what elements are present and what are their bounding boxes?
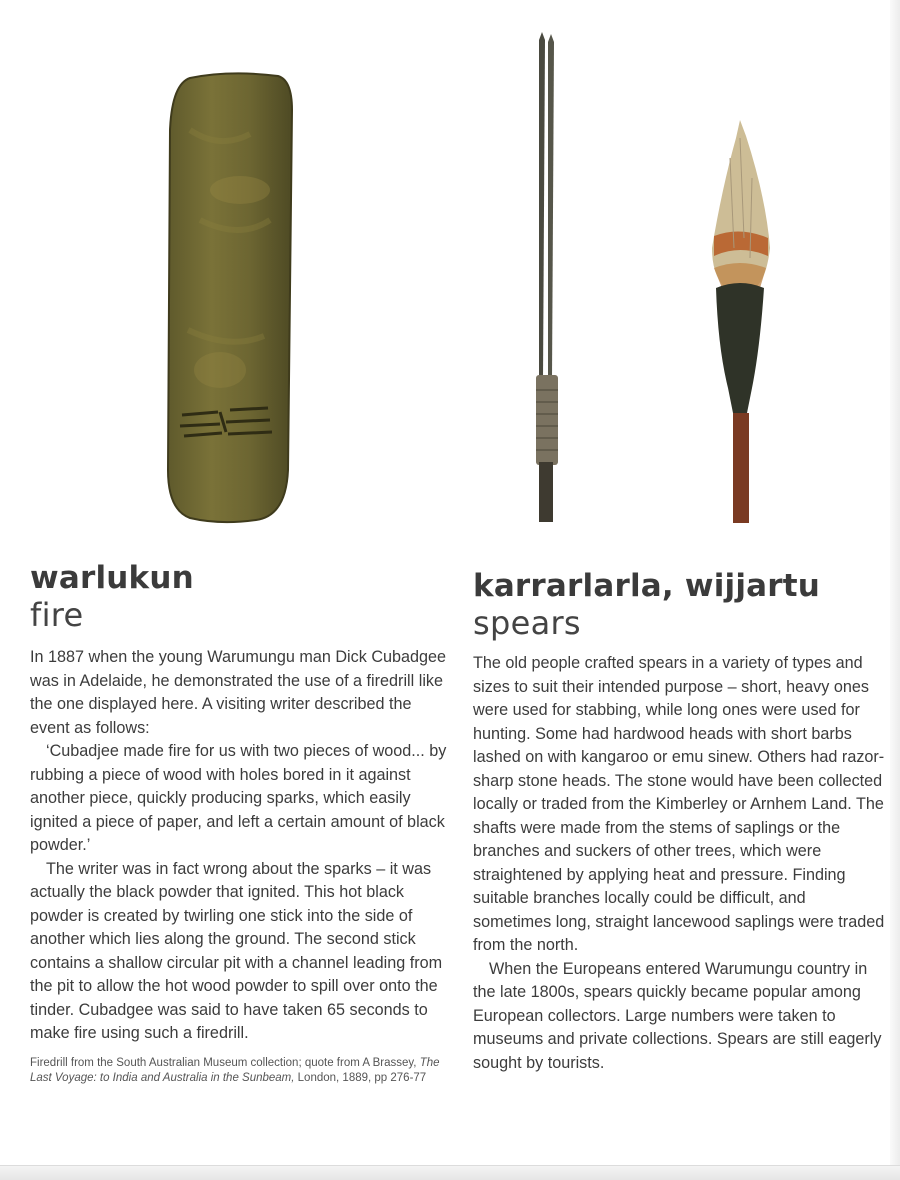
pronged-spear-photo — [520, 30, 570, 525]
page-edge-right — [890, 0, 900, 1180]
stone-head-spear-photo — [700, 118, 780, 526]
credit-book-title: The Last Voyage: to India and Australia in the Sunbeam, — [30, 1056, 440, 1084]
fire-section — [30, 560, 448, 1086]
fire-paragraph: The writer was in fact wrong about the sparks – it was actually the black powder that ignited. This hot black powder is created by twirling one stick into the side of another which lies along the ground. The second stick contains a shallow circular pit with a channel leading from the pit to allow the hot wood powder to spill over onto the tinder. Cubadgee was said to have taken 65 seconds to make fire using such a firedrill. — [30, 859, 443, 1042]
page-edge-bottom — [0, 1165, 900, 1180]
spears-section — [473, 560, 888, 1075]
fire-heading: warlukun — [30, 560, 194, 596]
fire-subheading: fire — [30, 596, 84, 634]
fire-body — [30, 646, 448, 1046]
fire-paragraph: In 1887 when the young Warumungu man Dick Cubadgee was in Adelaide, he demonstrated the use of a firedrill like the one displayed here. A visiting writer described the event as follows: — [30, 648, 447, 737]
spears-subheading: spears — [473, 604, 581, 642]
credit-publication: London, 1889, pp 276-77 — [294, 1071, 427, 1084]
credit-text: Firedrill from the South Australian Museum collection; quote from A Brassey, — [30, 1056, 420, 1069]
spears-heading: karrarlarla, wijjartu — [473, 568, 821, 604]
image-credit — [30, 1056, 448, 1086]
firedrill-photo — [160, 70, 300, 525]
spears-body — [473, 652, 888, 1075]
spears-paragraph: The old people crafted spears in a variety of types and sizes to suit their intended purpose – short, heavy ones were used for stabbing, while long ones were used for hunting. Some had hardwood heads with short barbs lashed on with kangaroo or emu sinew. Others had razor-sharp stone heads. The stone would have been collected locally or traded from the Kimberley or Arnhem Land. The shafts were made from the stems of saplings or the branches and suckers of other trees, which were straightened by applying heat and pressure. Finding suitable branches locally could be difficult, and sometimes long, straight lancewood saplings were traded from the north. — [473, 654, 885, 954]
spears-paragraph: When the Europeans entered Warumungu country in the late 1800s, spears quickly became popular among European collectors. Large numbers were taken to museums and private collections. Spears are still eagerly sought by tourists. — [473, 959, 882, 1072]
fire-quote: ‘Cubadjee made fire for us with two pieces of wood... by rubbing a piece of wood with holes bored in it against another piece, quickly producing sparks, which easily ignited a piece of paper, and left a certain amount of black powder.’ — [30, 742, 447, 854]
